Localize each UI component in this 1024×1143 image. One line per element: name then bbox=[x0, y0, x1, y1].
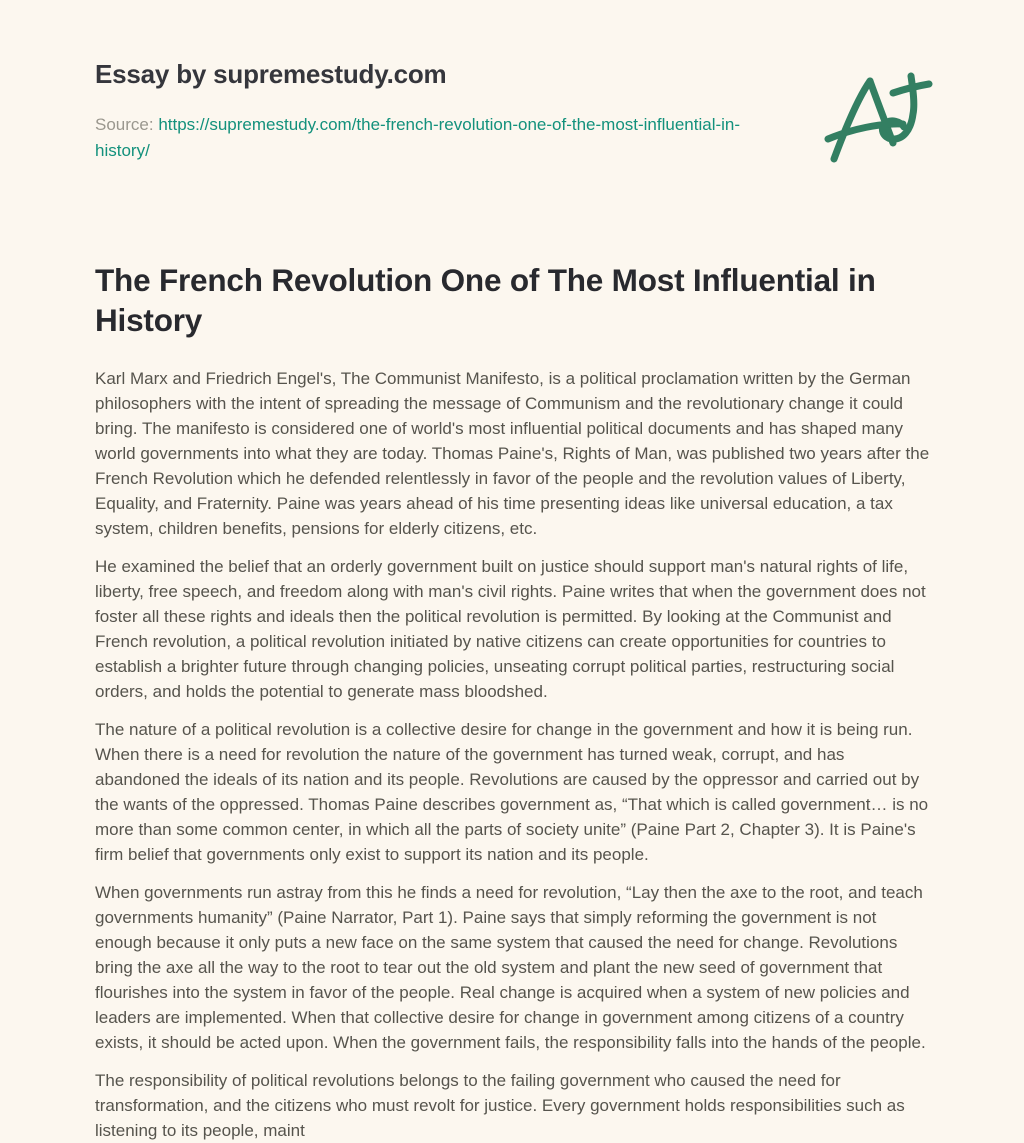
a-plus-icon bbox=[822, 72, 940, 164]
source-line bbox=[95, 112, 775, 164]
essay-paragraph: When governments run astray from this he finds a need for revolution, “Lay then the axe to the root, and teach governments humanity” (Paine Narrator, Part 1). Paine says that simply reforming the government is not enough because it only puts a new face on the same system that caused the need for change. Revolutions bring the axe all the way to the root to tear out the old system and plant the new seed of government that flourishes into the system in favor of the people. Real change is acquired when a system of new policies and leaders are implemented. When that collective desire for change in government among citizens of a country exists, it should be acted upon. When the government fails, the responsibility falls into the hands of the people. bbox=[95, 883, 926, 1052]
essay-content bbox=[95, 260, 930, 1143]
supremestudy-logo bbox=[822, 72, 940, 164]
essay-byline: Essay by supremestudy.com bbox=[95, 59, 447, 89]
essay-paragraph: The responsibility of political revolutions belongs to the failing government who caused the need for transformation, and the citizens who must revolt for justice. Every government holds responsibilities such as listening to its people, maint bbox=[95, 1071, 905, 1140]
source-link[interactable]: https://supremestudy.com/the-french-revolution-one-of-the-most-influential-in-history/ bbox=[95, 115, 741, 160]
essay-paragraph: The nature of a political revolution is a collective desire for change in the government and how it is being run. When there is a need for revolution the nature of the government has turned weak, corrupt, and has abandoned the ideals of its nation and its people. Revolutions are caused by the oppressor and carried out by the wants of the oppressed. Thomas Paine describes government as, “That which is called government… is no more than some common center, in which all the parts of society unite” (Paine Part 2, Chapter 3). It is Paine's firm belief that governments only exist to support its nation and its people. bbox=[95, 720, 929, 864]
essay-paragraph: Karl Marx and Friedrich Engel's, The Communist Manifesto, is a political proclamation written by the German philosophers with the intent of spreading the message of Communism and the revolutionary change it could bring. The manifesto is considered one of world's most influential political documents and has shaped many world governments into what they are today. Thomas Paine's, Rights of Man, was published two years after the French Revolution which he defended relentlessly in favor of the people and the revolution values of Liberty, Equality, and Fraternity. Paine was years ahead of his time presenting ideas like universal education, a tax system, children benefits, pensions for elderly citizens, etc. bbox=[95, 369, 930, 538]
logo-a-left-stroke bbox=[834, 81, 870, 159]
essay-body bbox=[95, 366, 930, 1143]
essay-paragraph: He examined the belief that an orderly government built on justice should support man's natural rights of life, liberty, free speech, and freedom along with man's civil rights. Paine writes that when the government does not foster all these rights and ideals then the political revolution is permitted. By looking at the Communist and French revolution, a political revolution initiated by native citizens can create opportunities for countries to establish a brighter future through changing policies, unseating corrupt political parties, restructuring social orders, and holds the potential to generate mass bloodshed. bbox=[95, 557, 926, 701]
essay-title: The French Revolution One of The Most Influential in History bbox=[95, 262, 876, 338]
source-label: Source: bbox=[95, 115, 154, 134]
document-header bbox=[95, 58, 930, 164]
